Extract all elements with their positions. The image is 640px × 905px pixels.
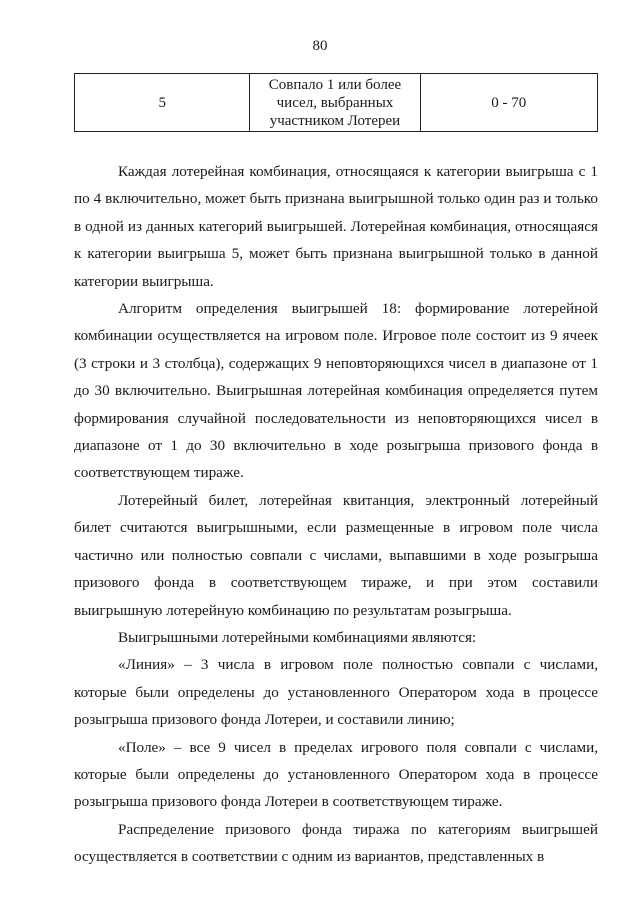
category-cell: 5 [75, 74, 250, 132]
condition-line: участником Лотереи [269, 112, 401, 129]
paragraph-winning-ticket: Лотерейный билет, лотерейная квитанция, электронный лотерейный билет считаются выигрышными, если размещенные в игровом поле числа частично или полностью совпали с числами, выпавшими в ходе розыгрыша призового фонда в соответствующем тираже, и при этом составили выигрышную лотерейную комбинацию по результатам розыгрыша. [74, 491, 598, 619]
prize-category-table [74, 73, 598, 132]
paragraph-winning-combinations-intro: Выигрышными лотерейными комбинациями являются: [118, 628, 477, 646]
paragraph-winning-once: Каждая лотерейная комбинация, относящаяся к категории выигрыша с 1 по 4 включительно, может быть признана выигрышной только один раз и только в одной из данных категорий выигрышей. Лотерейная комбинация, относящаяся к категории выигрыша 5, может быть признана выигрышной только в данной категории выигрыша. [74, 163, 598, 290]
paragraph-prize-distribution: Распределение призового фонда тиража по категориям выигрышей осуществляется в соответствии с одним из вариантов, представленных в [74, 820, 598, 866]
condition-line: Совпало 1 или более [268, 76, 402, 93]
paragraph-algorithm-18: Алгоритм определения выигрышей 18: формирование лотерейной комбинации осуществляется на игровом поле. Игровое поле состоит из 9 ячеек (3 строки и 3 столбца), содержащих 9 неповторяющихся чисел в диапазоне от 1 до 30 включительно. Выигрышная лотерейная комбинация определяется путем формирования случайной последовательности из неповторяющихся чисел в диапазоне от 1 до 30 включительно в ходе розыгрыша призового фонда в соответствующем тираже. [74, 300, 598, 482]
paragraph-line-combination: «Линия» – 3 числа в игровом поле полностью совпали с числами, которые были определены до установленного Оператором хода в процессе розыгрыша призового фонда Лотереи, и составили линию; [74, 656, 598, 729]
page-number: 80 [312, 38, 328, 54]
document-body [74, 158, 598, 871]
table-row [75, 74, 598, 132]
condition-line: чисел, выбранных [276, 94, 394, 111]
condition-cell [250, 74, 420, 132]
percent-cell: 0 - 70 [420, 74, 597, 132]
paragraph-field-combination: «Поле» – все 9 чисел в пределах игрового поля совпали с числами, которые были определены до установленного Оператором хода в процессе розыгрыша призового фонда Лотереи в соответствующем тираже. [74, 738, 598, 811]
